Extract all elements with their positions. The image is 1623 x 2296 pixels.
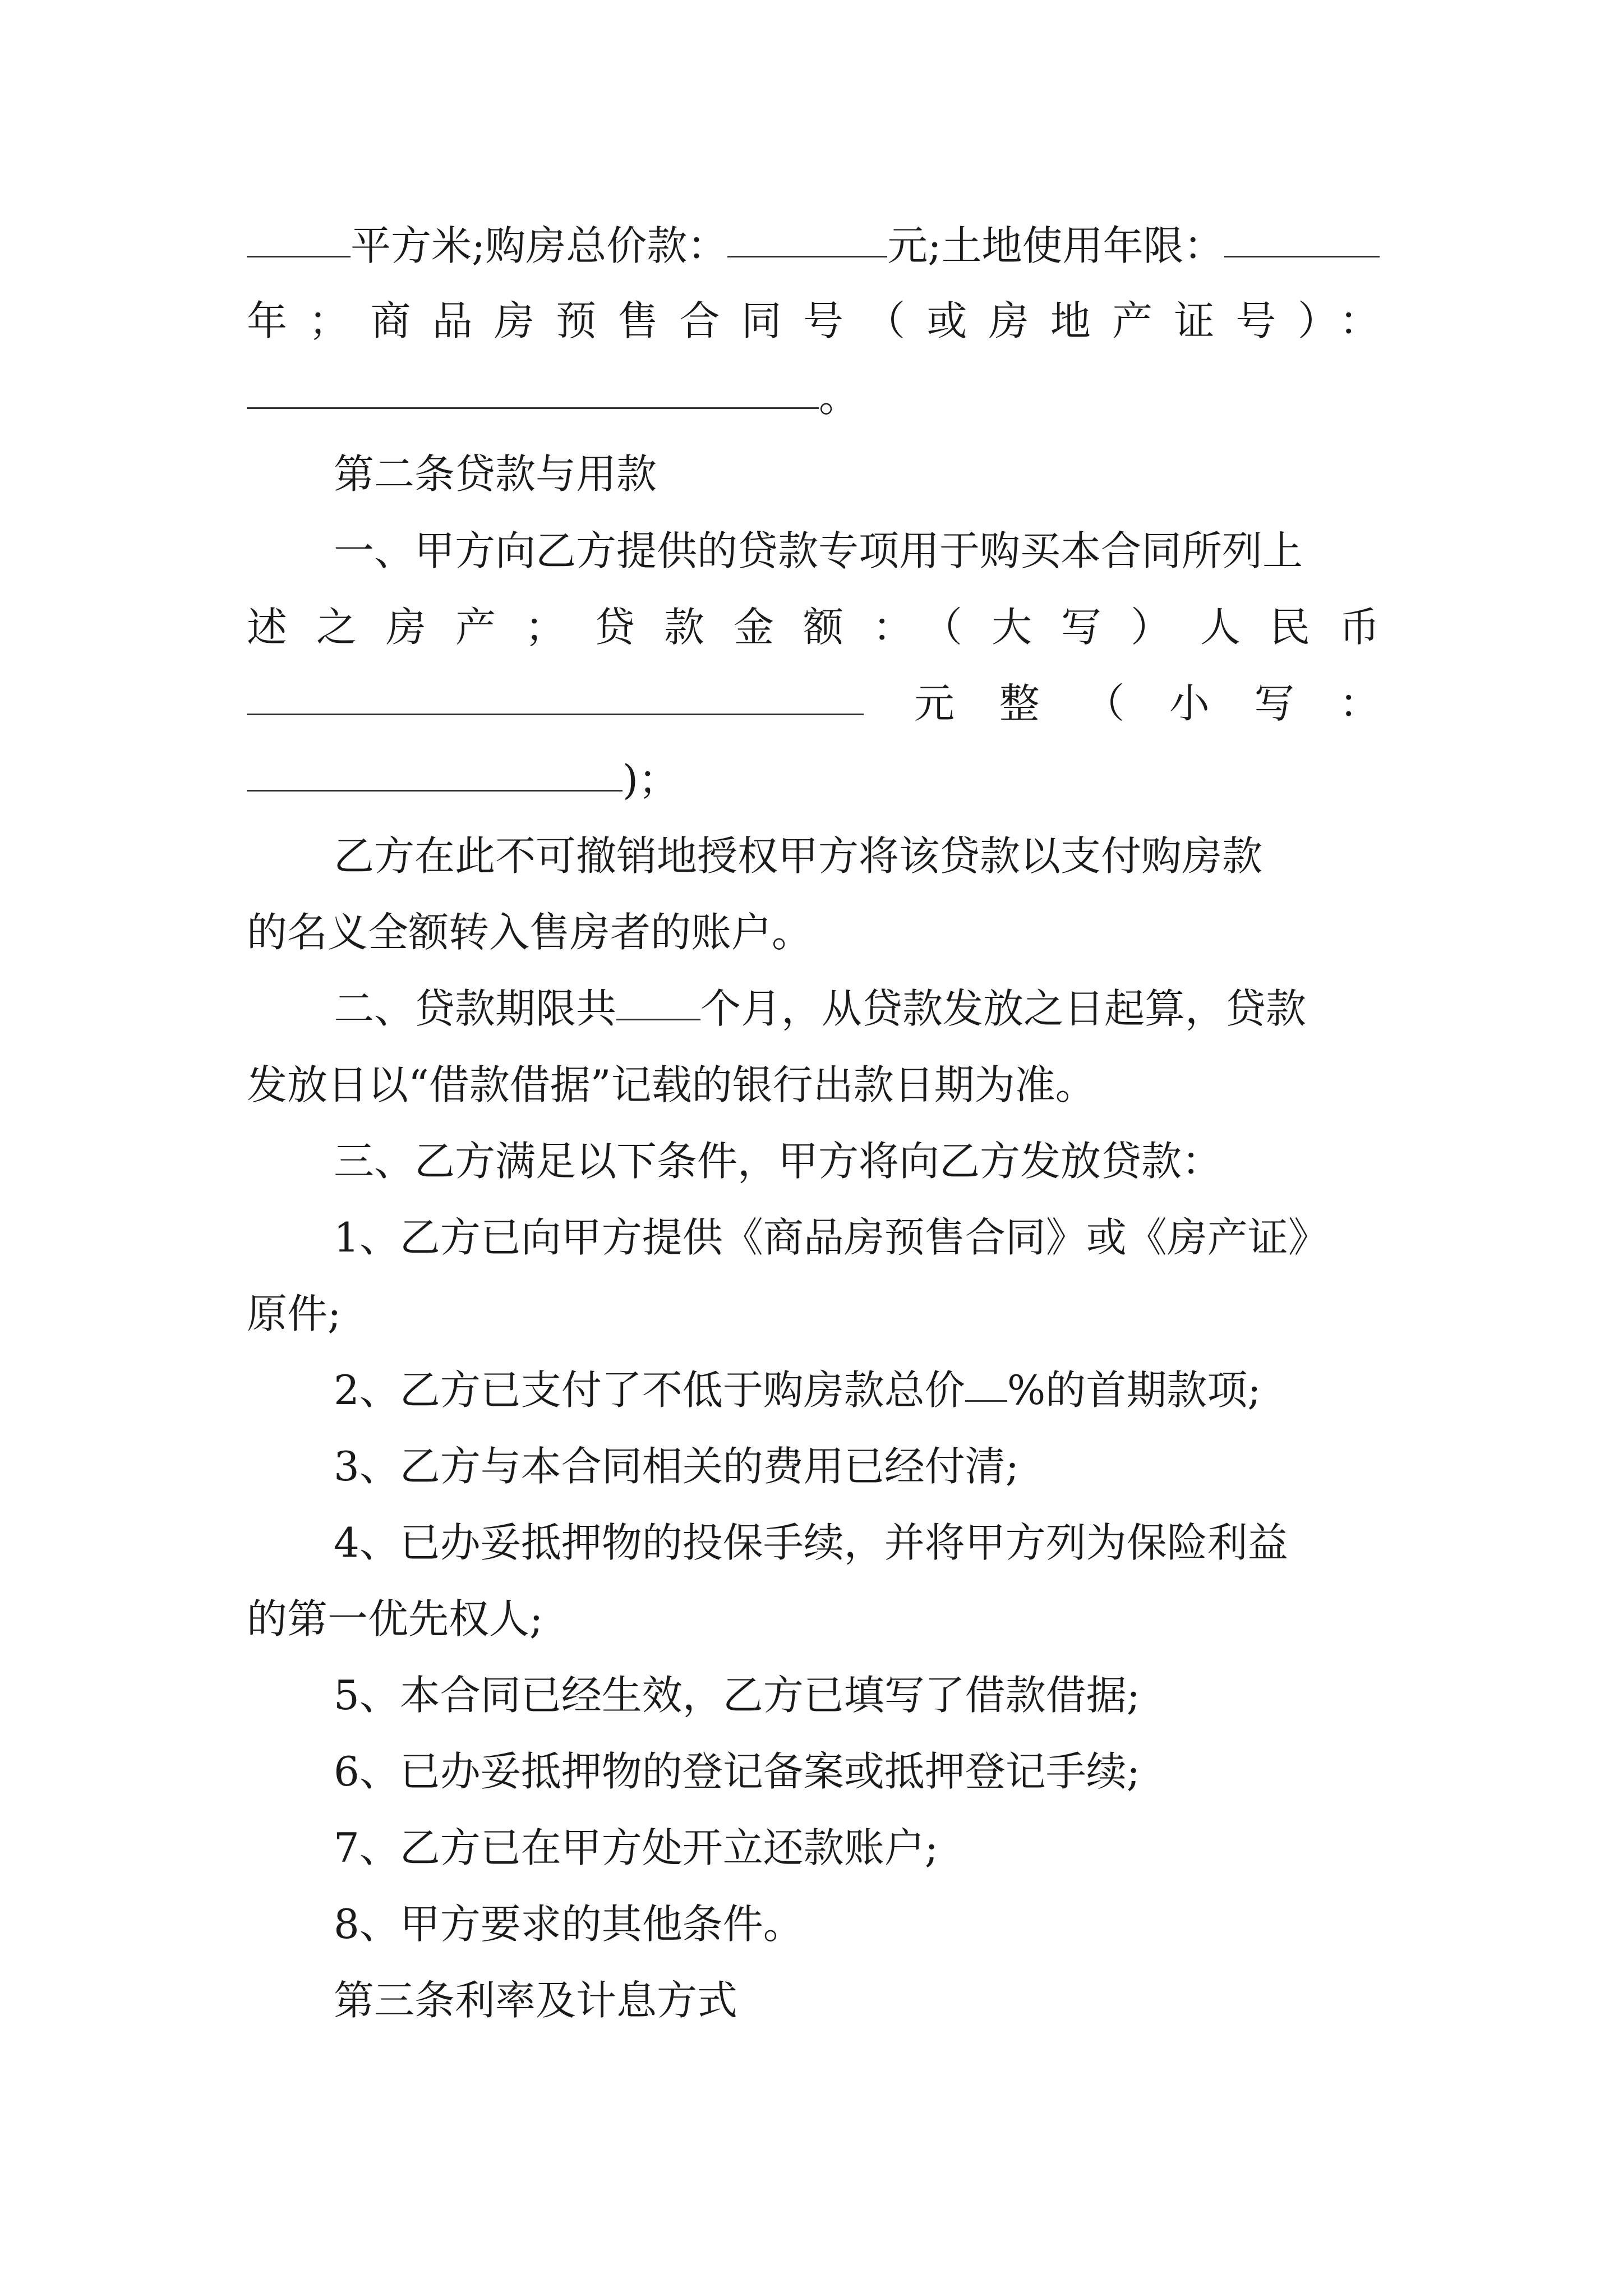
loan-amount-lowercase-blank bbox=[247, 746, 623, 792]
authorization-line-1: 乙方在此不可撤销地授权甲方将该贷款以支付购房款 bbox=[334, 832, 1263, 880]
property-details-line-1 bbox=[247, 212, 1380, 279]
condition-4-line-1: 4、已办妥抵押物的投保手续，并将甲方列为保险利益 bbox=[334, 1519, 1288, 1566]
condition-3: 3、乙方与本合同相关的费用已经付清; bbox=[334, 1443, 1020, 1490]
condition-2 bbox=[334, 1356, 1380, 1424]
loan-term-blank bbox=[616, 975, 700, 1020]
loan-amount-uppercase-blank bbox=[247, 670, 864, 715]
total-price-blank bbox=[727, 212, 887, 257]
authorization-line-2: 的名义全额转入售房者的账户。 bbox=[247, 909, 813, 956]
condition-8: 8、甲方要求的其他条件。 bbox=[334, 1901, 804, 1948]
clause-2-line-1 bbox=[334, 975, 1380, 1042]
loan-amount-end: )； bbox=[623, 756, 679, 803]
contract-number-line bbox=[247, 364, 1380, 431]
contract-number-end: 。 bbox=[819, 374, 860, 421]
condition-7: 7、乙方已在甲方处开立还款账户; bbox=[334, 1824, 939, 1871]
down-payment-continued: %的首期款项; bbox=[1007, 1366, 1261, 1414]
loan-amount-lowercase-label: 元整（小写： bbox=[914, 680, 1380, 727]
condition-1-line-1: 1、乙方已向甲方提供《商品房预售合同》或《房产证》 bbox=[334, 1214, 1329, 1261]
loan-term-label: 二、贷款期限共 bbox=[334, 985, 617, 1032]
clause-2-line-2: 发放日以“借款借据”记载的银行出款日期为准。 bbox=[247, 1061, 1096, 1108]
condition-5: 5、本合同已经生效，乙方已填写了借款借据; bbox=[334, 1672, 1141, 1719]
area-blank bbox=[247, 212, 351, 257]
condition-1-line-2: 原件; bbox=[247, 1290, 342, 1337]
clause-1-line-2: 述之房产；贷款金额：（大写）人民币 bbox=[247, 604, 1380, 651]
clause-3-intro: 三、乙方满足以下条件，甲方将向乙方发放贷款： bbox=[334, 1138, 1223, 1185]
clause-1-line-4 bbox=[247, 746, 1380, 813]
loan-term-continued: 个月，从贷款发放之日起算，贷款 bbox=[700, 985, 1307, 1032]
contract-number-label: 年；商品房预售合同号（或房地产证号）： bbox=[247, 297, 1380, 344]
clause-1-line-3 bbox=[247, 670, 1380, 737]
condition-4-line-2: 的第一优先权人; bbox=[247, 1595, 543, 1642]
down-payment-label: 2、乙方已支付了不低于购房款总价 bbox=[334, 1366, 965, 1414]
area-price-label: 平方米;购房总价款： bbox=[351, 222, 728, 269]
condition-6: 6、已办妥抵押物的登记备案或抵押登记手续; bbox=[334, 1748, 1141, 1795]
down-payment-percent-blank bbox=[965, 1356, 1007, 1402]
land-use-years-blank bbox=[1224, 212, 1380, 257]
article-3-title: 第三条利率及计息方式 bbox=[334, 1977, 738, 2024]
article-2-title: 第二条贷款与用款 bbox=[334, 450, 657, 498]
contract-number-blank bbox=[247, 364, 819, 409]
clause-1-line-1: 一、甲方向乙方提供的贷款专项用于购买本合同所列上 bbox=[334, 527, 1303, 574]
price-land-use-label: 元;土地使用年限： bbox=[887, 222, 1224, 269]
